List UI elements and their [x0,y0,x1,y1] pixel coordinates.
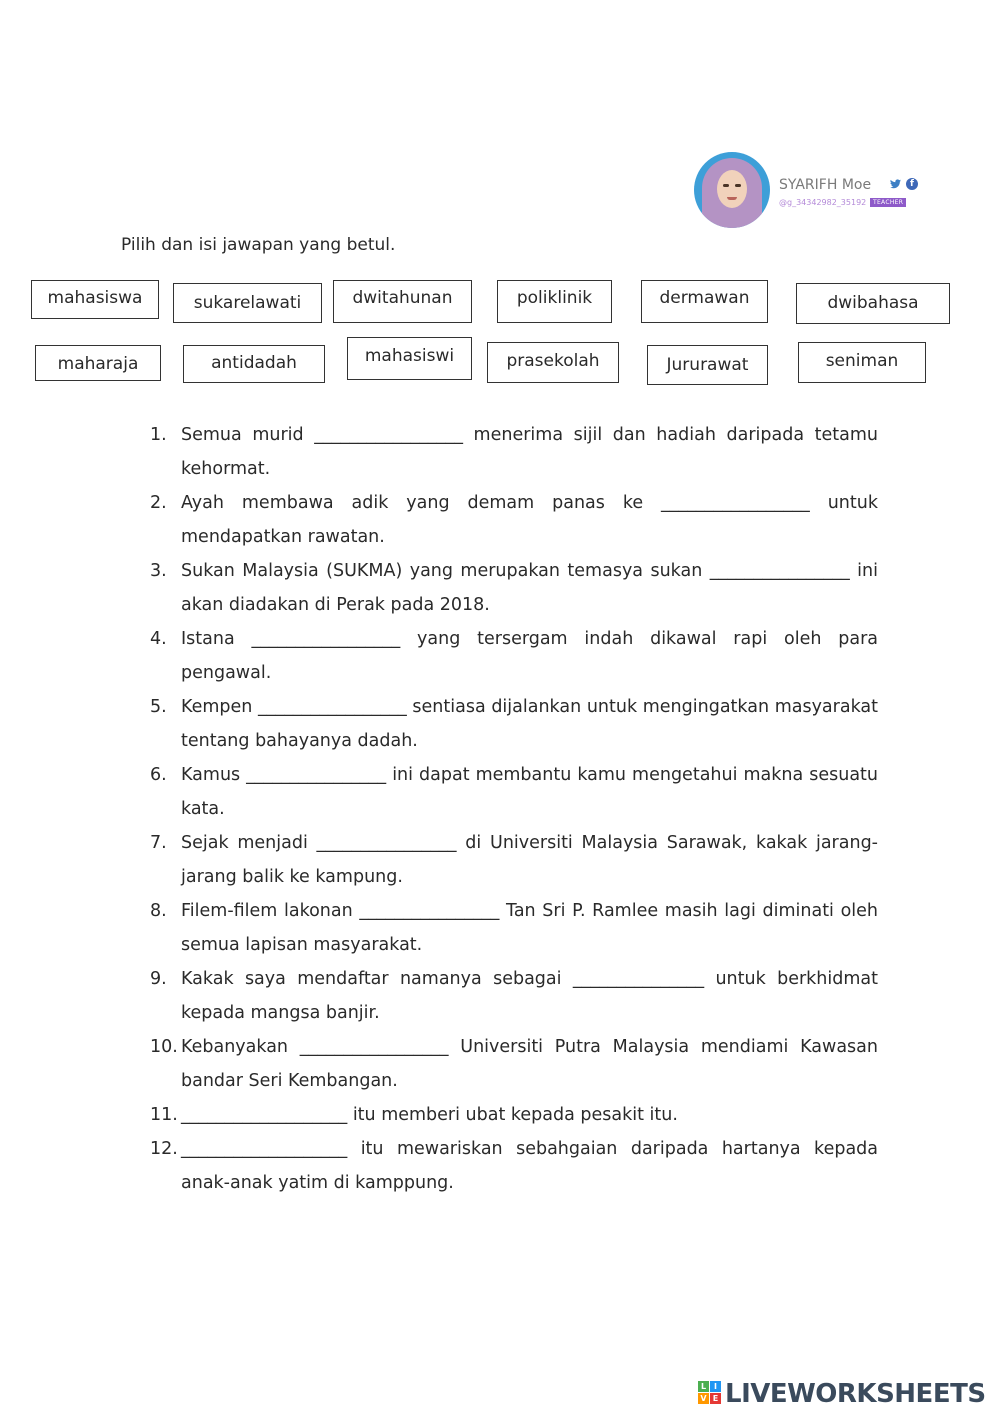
question-12: 12. ___________________ itu mewariskan sebahgaian daripada hartanya kepada anak-anak yatim di kamppung. [150,1132,878,1200]
twitter-icon[interactable] [890,179,901,189]
teacher-name[interactable]: SYARIFH Moe [779,177,872,193]
instruction: Pilih dan isi jawapan yang betul. [121,235,396,255]
logo-grid-icon: L I V E [698,1381,722,1405]
word-box-jururawat[interactable]: Jururawat [647,345,768,385]
social-links [890,178,920,192]
question-7-text[interactable]: Sejak menjadi ________________ di Universiti Malaysia Sarawak, kakak jarang-jarang balik ke kampung. [181,833,878,887]
question-2-text[interactable]: Ayah membawa adik yang demam panas ke _________________ untuk mendapatkan rawatan. [181,493,878,547]
logo-text: LIVEWORKSHEETS [725,1379,986,1409]
question-9-text[interactable]: Kakak saya mendaftar namanya sebagai _______________ untuk berkhidmat kepada mangsa banjir. [181,969,878,1023]
question-4-text[interactable]: Istana _________________ yang tersergam indah dikawal rapi oleh para pengawal. [181,629,878,683]
question-11: 11. ___________________ itu memberi ubat kepada pesakit itu. [150,1098,878,1132]
word-box-dwitahunan[interactable]: dwitahunan [333,280,472,323]
question-3-text[interactable]: Sukan Malaysia (SUKMA) yang merupakan temasya sukan ________________ ini akan diadakan di Perak pada 2018. [181,561,878,615]
question-7: 7. Sejak menjadi ________________ di Universiti Malaysia Sarawak, kakak jarang-jarang balik ke kampung. [150,826,878,894]
facebook-icon[interactable]: f [906,178,918,190]
word-box-poliklinik[interactable]: poliklinik [497,280,612,323]
word-box-sukarelawati[interactable]: sukarelawati [173,283,322,323]
question-5: 5. Kempen _________________ sentiasa dijalankan untuk mengingatkan masyarakat tentang bahayanya dadah. [150,690,878,758]
word-box-seniman[interactable]: seniman [798,342,926,383]
question-9: 9. Kakak saya mendaftar namanya sebagai _______________ untuk berkhidmat kepada mangsa banjir. [150,962,878,1030]
question-10: 10. Kebanyakan _________________ Universiti Putra Malaysia mendiami Kawasan bandar Seri Kembangan. [150,1030,878,1098]
question-6-text[interactable]: Kamus ________________ ini dapat membantu kamu mengetahui makna sesuatu kata. [181,765,878,819]
liveworksheets-logo[interactable] [698,1378,998,1410]
question-10-text[interactable]: Kebanyakan _________________ Universiti Putra Malaysia mendiami Kawasan bandar Seri Kembangan. [181,1037,878,1091]
word-box-mahasiswi[interactable]: mahasiswi [347,337,472,380]
question-list [150,418,878,1200]
word-box-maharaja[interactable]: maharaja [35,345,161,381]
word-box-dermawan[interactable]: dermawan [641,280,768,323]
question-1: 1. Semua murid _________________ menerima sijil dan hadiah daripada tetamu kehormat. [150,418,878,486]
question-5-text[interactable]: Kempen _________________ sentiasa dijalankan untuk mengingatkan masyarakat tentang bahayanya dadah. [181,697,878,751]
word-box-dwibahasa[interactable]: dwibahasa [796,283,950,324]
question-1-text[interactable]: Semua murid _________________ menerima sijil dan hadiah daripada tetamu kehormat. [181,425,878,479]
avatar [694,152,770,228]
question-11-text[interactable]: ___________________ itu memberi ubat kepada pesakit itu. [181,1105,678,1125]
question-8: 8. Filem-filem lakonan ________________ Tan Sri P. Ramlee masih lagi diminati oleh semua lapisan masyarakat. [150,894,878,962]
question-4: 4. Istana _________________ yang tersergam indah dikawal rapi oleh para pengawal. [150,622,878,690]
word-box-prasekolah[interactable]: prasekolah [487,342,619,383]
word-box-mahasiswa[interactable]: mahasiswa [31,280,159,319]
word-box-antidadah[interactable]: antidadah [183,345,325,383]
question-2: 2. Ayah membawa adik yang demam panas ke _________________ untuk mendapatkan rawatan. [150,486,878,554]
question-8-text[interactable]: Filem-filem lakonan ________________ Tan Sri P. Ramlee masih lagi diminati oleh semua lapisan masyarakat. [181,901,878,955]
teacher-badge: TEACHER [870,198,906,207]
teacher-id: @g_34342982_35192 [779,198,867,207]
question-3: 3. Sukan Malaysia (SUKMA) yang merupakan temasya sukan ________________ ini akan diadakan di Perak pada 2018. [150,554,878,622]
question-6: 6. Kamus ________________ ini dapat membantu kamu mengetahui makna sesuatu kata. [150,758,878,826]
teacher-profile [694,152,924,232]
question-12-text[interactable]: ___________________ itu mewariskan sebahgaian daripada hartanya kepada anak-anak yatim di kamppung. [181,1139,878,1193]
